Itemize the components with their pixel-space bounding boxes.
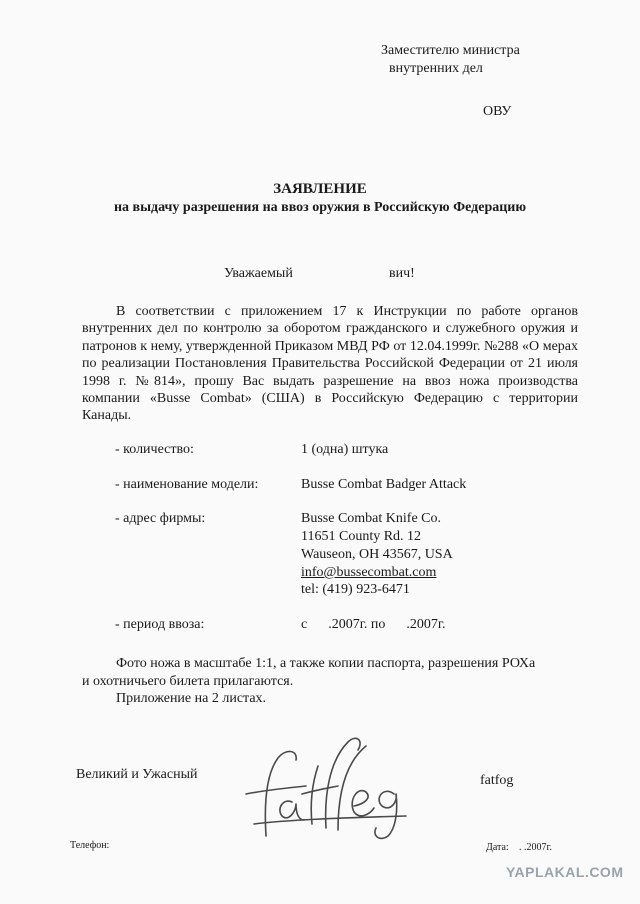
email-link[interactable]: info@bussecombat.com (301, 565, 437, 580)
address-line: 11651 County Rd. 12 (301, 529, 422, 544)
addressee-line3: ОВУ (483, 104, 512, 119)
quantity-label: - количество: (115, 442, 194, 457)
addressee-line1: Заместителю министра (381, 43, 520, 58)
phone-label: Телефон: (70, 840, 110, 851)
closing-line3: Приложение на 2 листах. (116, 691, 267, 706)
document-title: ЗАЯВЛЕНИЕ (273, 181, 367, 197)
handwritten-signature-image (226, 724, 426, 854)
closing-line2: и охотничьего билета прилагаются. (82, 674, 294, 689)
address-line: Wauseon, OH 43567, USA (301, 547, 453, 562)
address-line: Busse Combat Knife Co. (301, 511, 441, 526)
date-value: . .2007г. (519, 842, 552, 853)
addressee-line2: внутренних дел (389, 61, 483, 76)
greeting-right: вич! (389, 266, 415, 281)
period-value: с .2007г. по .2007г. (301, 617, 446, 632)
greeting-left: Уважаемый (224, 266, 293, 281)
main-paragraph (82, 303, 578, 425)
signatory-left-name: Великий и Ужасный (76, 767, 198, 782)
period-label: - период ввоза: (115, 617, 205, 632)
quantity-value: 1 (одна) штука (301, 442, 389, 457)
date-label: Дата: (486, 842, 509, 853)
main-paragraph-text: В соответствии с приложением 17 к Инструкции по работе органов внутренних дел по контролю за оборотом гражданского и служебного оружия и патронов к нему, утвержденной Приказом МВД РФ от 12.04.1999г. №288 «О мерах по реализации Постановления Правительства Российской Федерации от 21 июля 1998 г. №814», прошу Вас выдать разрешение на ввоз ножа производства компании «Busse Combat» (США) в Российскую Федерацию с территории Канады. (82, 304, 578, 424)
document-subtitle: на выдачу разрешения на ввоз оружия в Российскую Федерацию (113, 200, 527, 215)
signatory-right-name: fatfog (480, 773, 514, 788)
closing-line1: Фото ножа в масштабе 1:1, а также копии паспорта, разрешения РОХа (116, 656, 536, 671)
model-value: Busse Combat Badger Attack (301, 477, 467, 492)
tel-text: tel: (419) 923-6471 (301, 582, 410, 597)
address-label: - адрес фирмы: (115, 511, 206, 526)
model-label: - наименование модели: (115, 477, 259, 492)
watermark-text: YAPLAKAL.COM (506, 864, 624, 880)
